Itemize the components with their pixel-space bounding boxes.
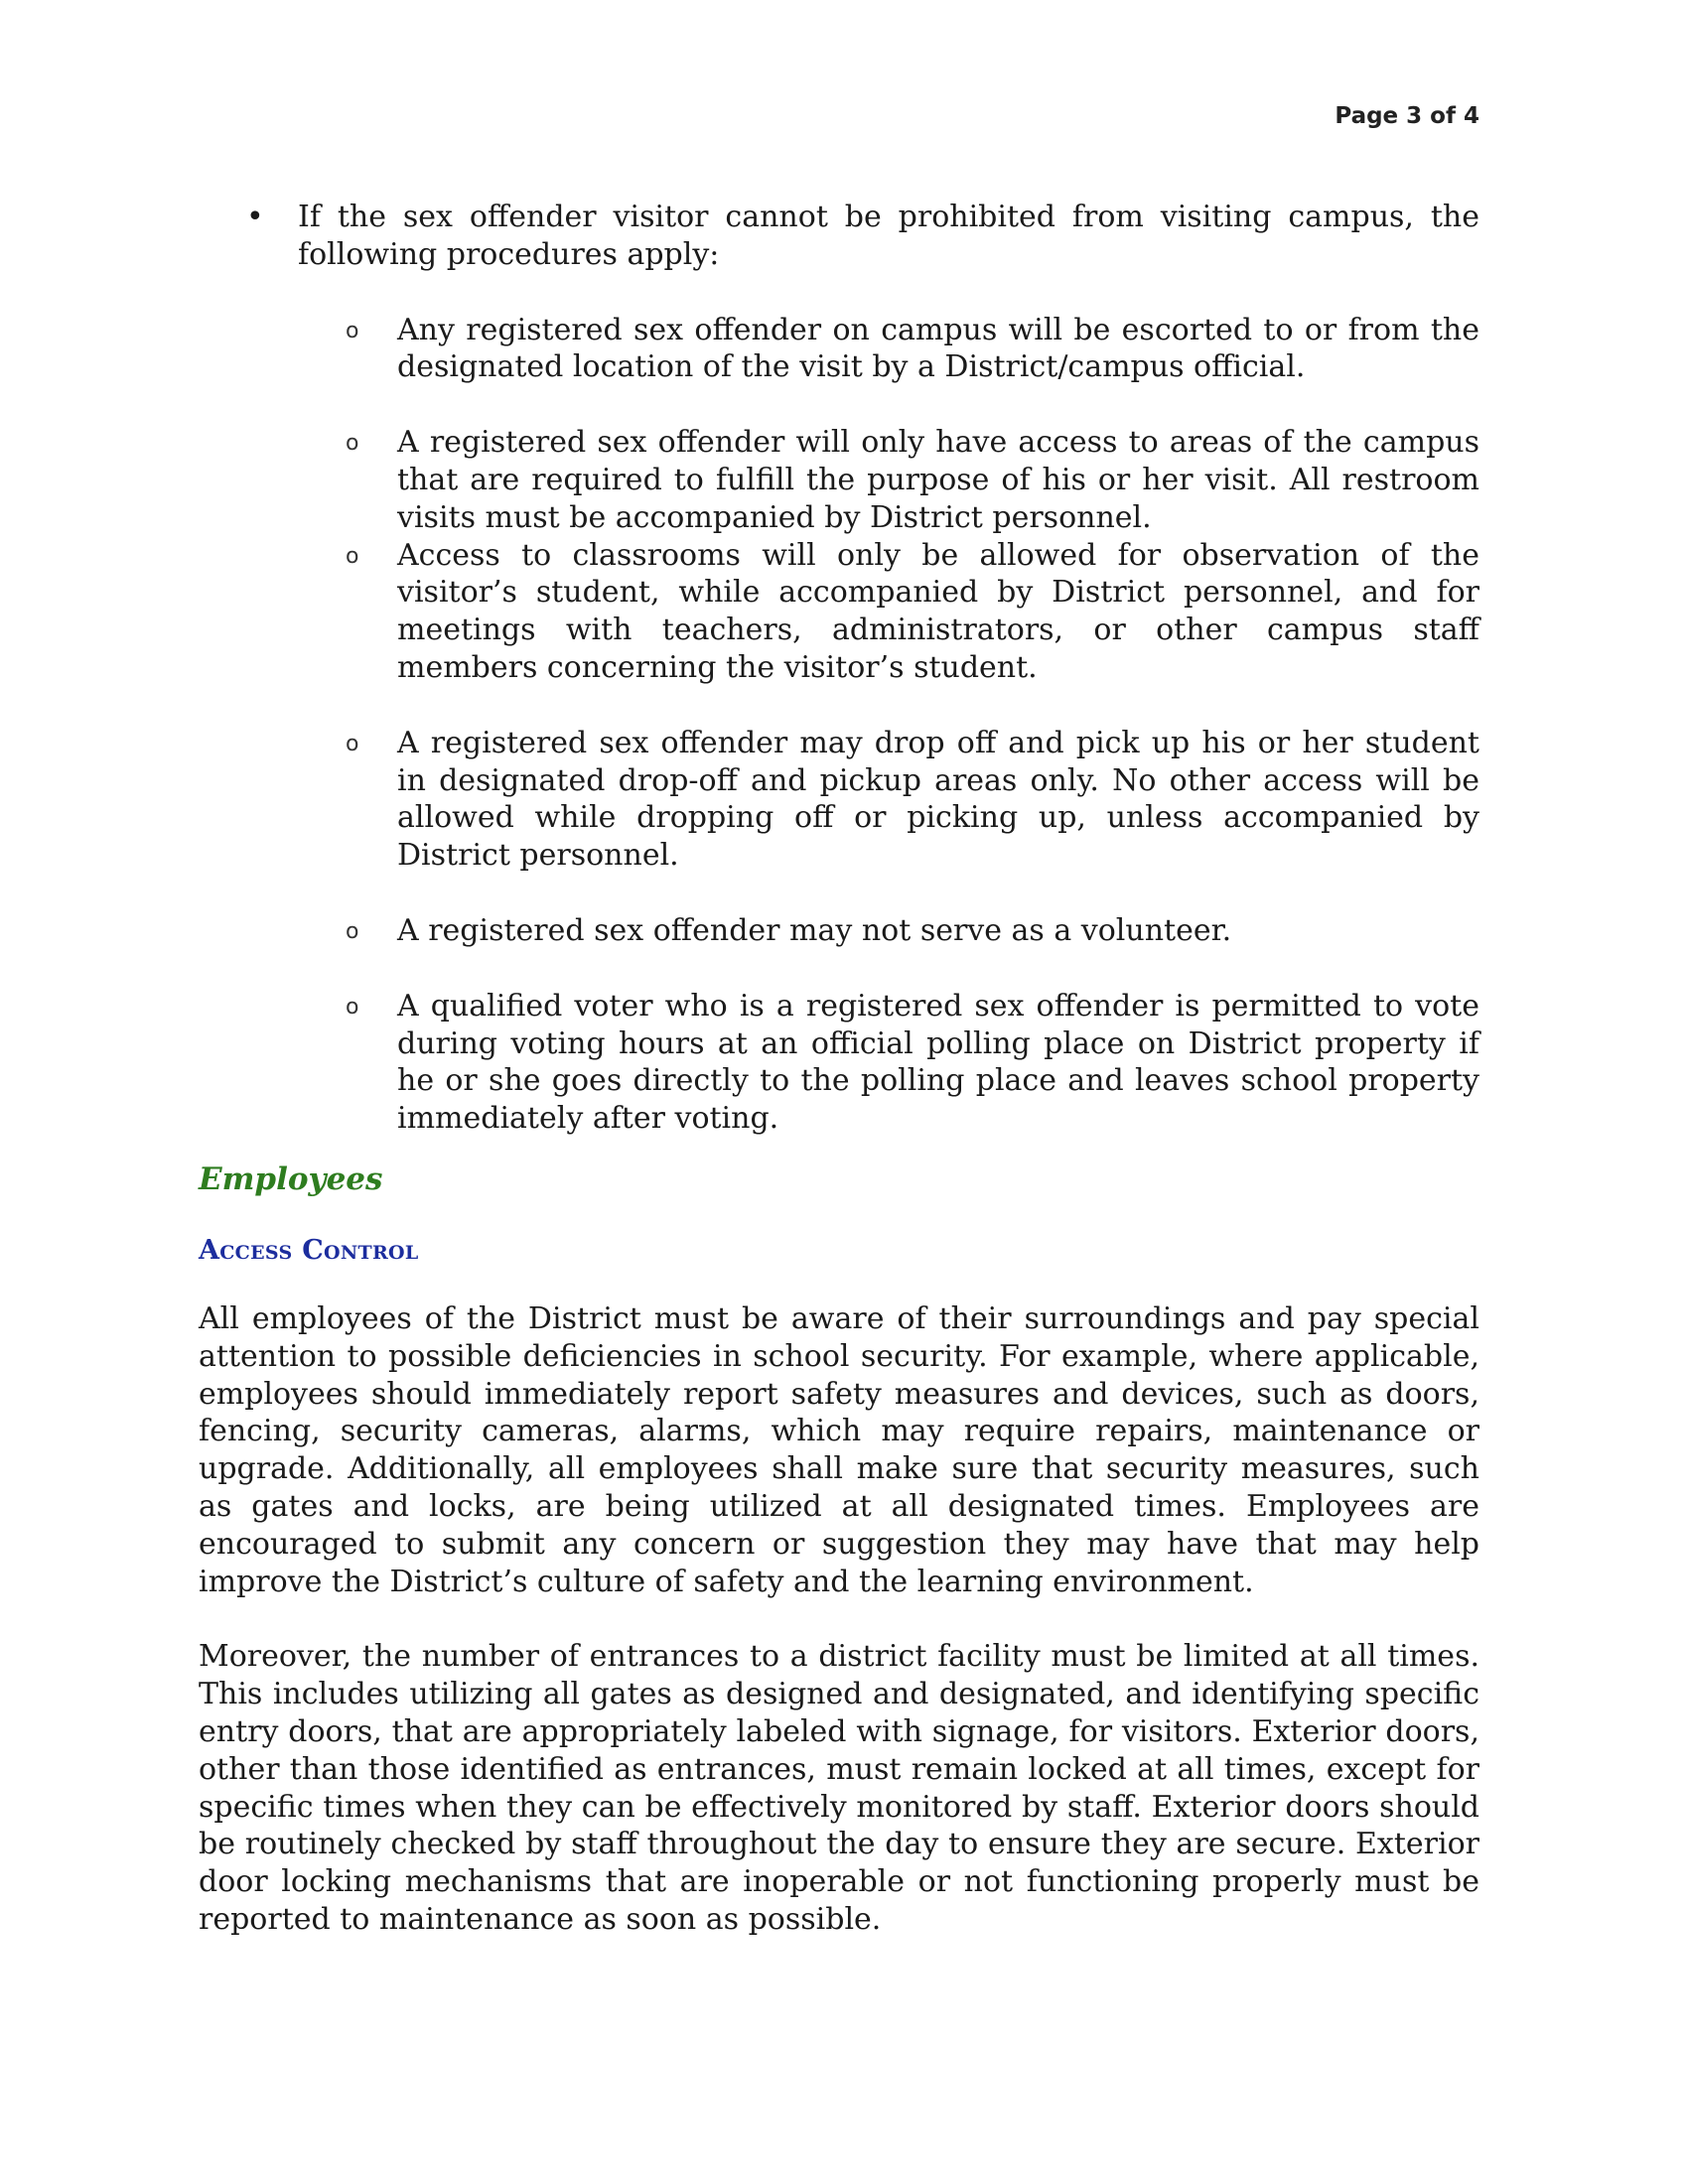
list-item	[199, 725, 1479, 875]
bullet-text: If the sex offender visitor cannot be prohibited from visiting campus, the following procedures apply:	[298, 200, 1479, 272]
procedures-list	[199, 312, 1479, 1138]
sub-bullet-marker: o	[346, 543, 359, 569]
body-paragraph: Moreover, the number of entrances to a district facility must be limited at all times. This includes utilizing all gates as designed and designated, and identifying specific entry doors, that are appropriately labeled with signage, for visitors. Exterior doors, other than those identified as entrances, must remain locked at all times, except for specific times when they can be effectively monitored by staff. Exterior doors should be routinely checked by staff throughout the day to ensure they are secure. Exterior door locking mechanisms that are inoperable or not functioning properly must be reported to maintenance as soon as possible.	[199, 1639, 1479, 1937]
page-content	[199, 199, 1479, 1939]
bullet-item	[199, 199, 1479, 274]
page-number: Page 3 of 4	[1335, 103, 1479, 129]
sub-bullet-marker: o	[346, 731, 359, 756]
list-item	[199, 912, 1479, 950]
sub-bullet-marker: o	[346, 318, 359, 343]
list-item	[199, 312, 1479, 387]
procedure-text: A registered sex offender may not serve as a volunteer.	[397, 912, 1232, 948]
sub-bullet-marker: o	[346, 918, 359, 944]
procedure-text: A qualified voter who is a registered sex offender is permitted to vote during voting hours at an official polling place on District property if he or she goes directly to the polling place and leaves school property immediately after voting.	[397, 988, 1479, 1137]
procedure-text: A registered sex offender may drop off and pick up his or her student in designated drop-off and pickup areas only. No other access will be allowed while dropping off or picking up, unless accompanied by District personnel.	[397, 725, 1479, 874]
procedure-text: Access to classrooms will only be allowed for observation of the visitor’s student, while accompanied by District personnel, and for meetings with teachers, administrators, or other campus staff members concerning the visitor’s student.	[397, 537, 1479, 685]
sub-bullet-marker: o	[346, 994, 359, 1020]
list-item	[199, 988, 1479, 1138]
body-paragraph: All employees of the District must be aware of their surroundings and pay special attention to possible deficiencies in school security. For example, where applicable, employees should immediately report safety measures and devices, such as doors, fencing, security cameras, alarms, which may require repairs, maintenance or upgrade. Additionally, all employees shall make sure that security measures, such as gates and locks, are being utilized at all designated times. Employees are encouraged to submit any concern or suggestion they may have that may help improve the District’s culture of safety and the learning environment.	[199, 1300, 1479, 1599]
sub-bullet-marker: o	[346, 431, 359, 457]
procedure-text: Any registered sex offender on campus will be escorted to or from the designated location of the visit by a District/campus official.	[397, 312, 1479, 385]
procedure-text: A registered sex offender will only have access to areas of the campus that are required to fulfill the purpose of his or her visit. All restroom visits must be accompanied by District personnel.	[397, 425, 1479, 535]
subsection-heading: Access Control	[199, 1234, 419, 1266]
list-item	[199, 537, 1479, 687]
list-item	[199, 424, 1479, 536]
bullet-marker: •	[246, 200, 264, 234]
section-heading: Employees	[199, 1160, 383, 1197]
